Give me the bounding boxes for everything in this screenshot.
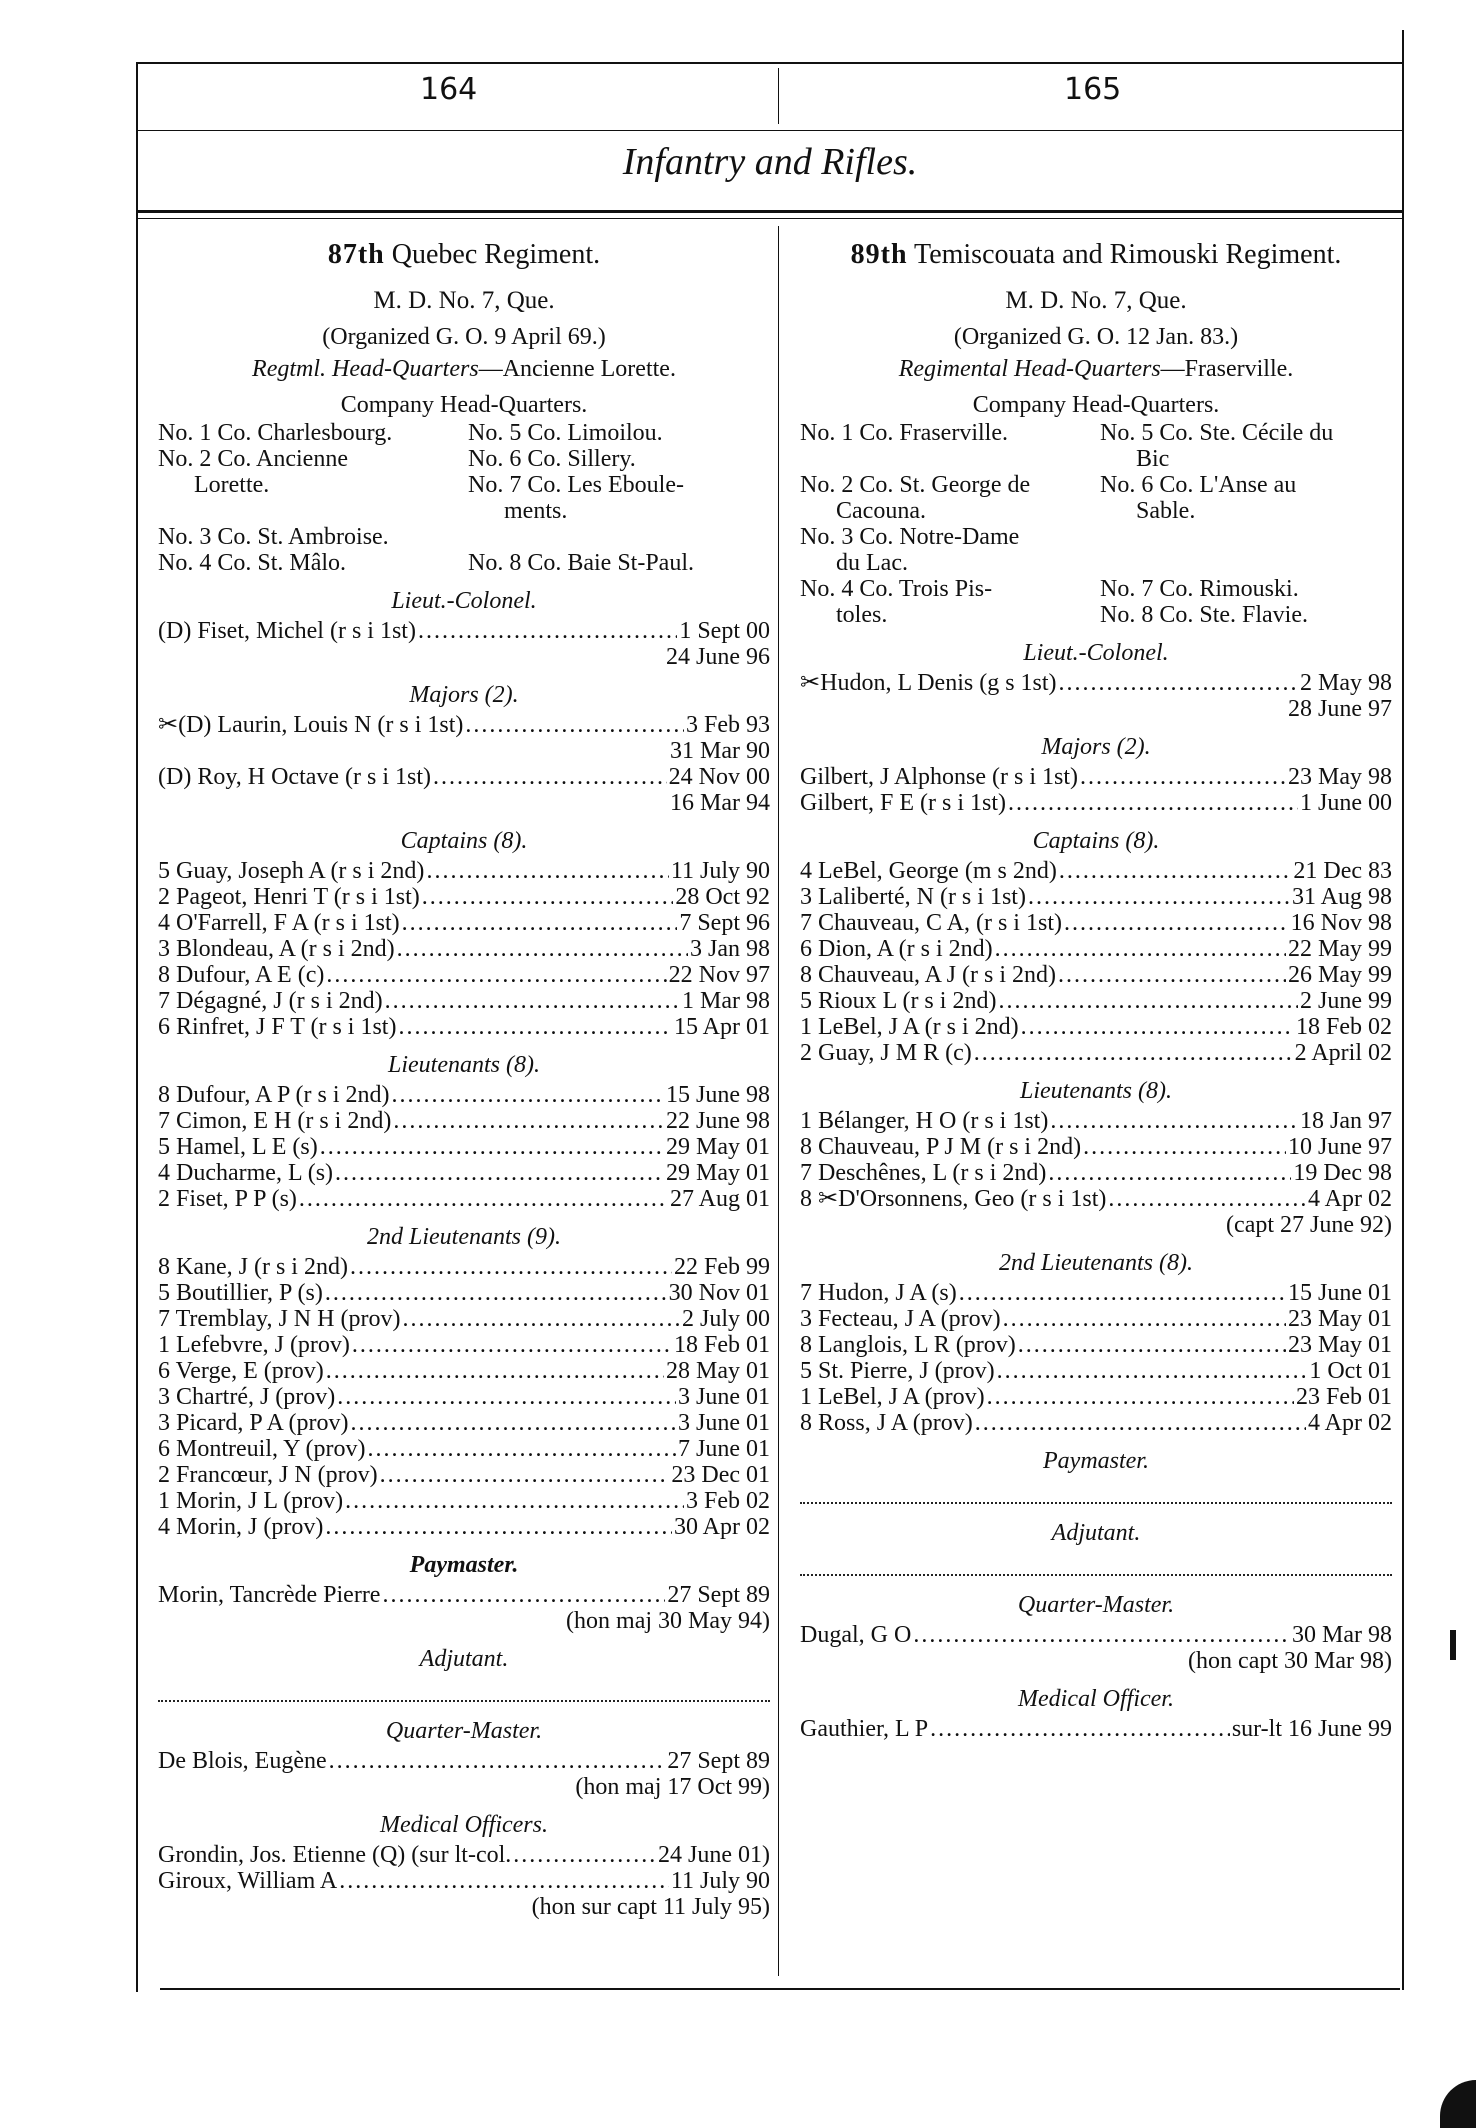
commission-date: 15 June 01 — [1288, 1280, 1392, 1306]
leader-dots — [465, 712, 684, 738]
headquarters-label: Regimental Head-Quarters — [898, 356, 1161, 382]
officer-name: Morin, Tancrède Pierre — [158, 1582, 381, 1608]
commission-date: 3 Feb 93 — [686, 712, 770, 738]
section-title: Lieutenants (8). — [388, 1052, 540, 1078]
roster-entry — [158, 1842, 770, 1868]
officer-name: Gauthier, L P — [800, 1716, 929, 1742]
officer-name: Gilbert, J Alphonse (r s i 1st) — [800, 764, 1078, 790]
officer-name: 7 Deschênes, L (r s i 2nd) — [800, 1160, 1047, 1186]
leader-dots — [1080, 764, 1286, 790]
blank-entry-line — [800, 1552, 1392, 1576]
officer-name: 1 LeBel, J A (prov) — [800, 1384, 985, 1410]
roster-entry — [800, 962, 1392, 988]
roster-entry — [800, 1280, 1392, 1306]
roster-entry — [800, 1716, 1392, 1742]
roster-entry — [800, 1332, 1392, 1358]
officer-name: 6 Rinfret, J F T (r s i 1st) — [158, 1014, 397, 1040]
commission-date: 18 Jan 97 — [1300, 1108, 1392, 1134]
leader-dots — [1048, 1160, 1291, 1186]
company-entry — [468, 524, 770, 550]
officer-name: 3 Picard, P A (prov) — [158, 1410, 349, 1436]
officer-name: 6 Montreuil, Y (prov) — [158, 1436, 366, 1462]
headquarters-value: —Fraserville. — [1160, 356, 1294, 382]
regiment-number: 87th — [327, 239, 385, 270]
roster-entry — [800, 1014, 1392, 1040]
commission-date: 2 July 00 — [681, 1306, 770, 1332]
commission-date: 4 Apr 02 — [1308, 1186, 1392, 1212]
section-title: Adjutant. — [1051, 1520, 1141, 1546]
commission-date: 2 April 02 — [1294, 1040, 1392, 1066]
commission-date: 2 May 98 — [1300, 670, 1392, 696]
leader-dots — [385, 988, 680, 1014]
commission-date: 22 May 99 — [1288, 936, 1392, 962]
roster-entry — [158, 1462, 770, 1488]
commission-date: 18 Feb 01 — [674, 1332, 770, 1358]
roster-entry — [158, 1582, 770, 1608]
leader-dots — [345, 1488, 684, 1514]
leader-dots — [325, 1514, 672, 1540]
officer-name: 8 Langlois, L R (prov) — [800, 1332, 1016, 1358]
military-district: M. D. No. 7, Que. — [1005, 287, 1187, 314]
organized-note: (Organized G. O. 12 Jan. 83.) — [953, 324, 1239, 350]
roster-entry — [158, 1160, 770, 1186]
commission-date: 29 May 01 — [666, 1160, 770, 1186]
commission-date: 7 June 01 — [678, 1436, 770, 1462]
roster-entry — [158, 1134, 770, 1160]
leader-dots — [368, 1436, 676, 1462]
section-title: Majors (2). — [409, 682, 519, 708]
commission-date: 1 Oct 01 — [1309, 1358, 1392, 1384]
roster-entry — [158, 764, 770, 790]
regiment-heading — [158, 240, 770, 270]
commission-date: 19 Dec 98 — [1293, 1160, 1392, 1186]
leader-dots — [326, 1358, 664, 1384]
leader-dots — [1018, 1332, 1286, 1358]
officer-name: 5 Hamel, L E (s) — [158, 1134, 318, 1160]
officer-name: De Blois, Eugène — [158, 1748, 327, 1774]
entry-note: 28 June 97 — [1288, 696, 1392, 722]
leader-dots — [397, 936, 688, 962]
leader-dots — [975, 1410, 1306, 1436]
frame-right-rule — [1402, 30, 1404, 1990]
organized-note: (Organized G. O. 9 April 69.) — [322, 324, 606, 350]
section-title: Majors (2). — [1041, 734, 1151, 760]
leader-dots — [1064, 910, 1289, 936]
commission-date: 3 Feb 02 — [686, 1488, 770, 1514]
company-list — [158, 420, 770, 576]
leader-dots — [995, 936, 1286, 962]
officer-name: 2 Fiset, P P (s) — [158, 1186, 297, 1212]
officer-name: 7 Chauveau, C A, (r s i 1st) — [800, 910, 1062, 936]
officer-name: 1 Bélanger, H O (r s i 1st) — [800, 1108, 1049, 1134]
officer-name: 1 Lefebvre, J (prov) — [158, 1332, 350, 1358]
blank-entry-line — [800, 1480, 1392, 1504]
commission-date: sur-lt 16 June 99 — [1231, 1716, 1392, 1742]
officer-name: 4 LeBel, George (m s 2nd) — [800, 858, 1057, 884]
officer-name: Giroux, William A — [158, 1868, 338, 1894]
commission-date: 23 Dec 01 — [671, 1462, 770, 1488]
roster-entry — [158, 1384, 770, 1410]
roster-entry — [800, 988, 1392, 1014]
leader-dots — [402, 910, 678, 936]
company-hq-heading: Company Head-Quarters. — [972, 392, 1220, 418]
roster-entry — [800, 1108, 1392, 1134]
company-hq-heading: Company Head-Quarters. — [340, 392, 588, 418]
leader-dots — [350, 1254, 672, 1280]
section-title: Quarter-Master. — [1017, 1592, 1175, 1618]
company-entry: No. 1 Co. Fraserville. — [800, 420, 1008, 446]
company-entry: No. 7 Co. Rimouski. No. 8 Co. Ste. Flavie. — [1100, 576, 1308, 628]
roster-entry — [158, 884, 770, 910]
leader-dots — [337, 1384, 676, 1410]
leader-dots — [339, 1868, 669, 1894]
commission-date: 23 Feb 01 — [1296, 1384, 1392, 1410]
officer-name: 7 Cimon, E H (r s i 2nd) — [158, 1108, 392, 1134]
regiment-heading — [800, 240, 1392, 270]
leader-dots — [326, 962, 666, 988]
commission-date: 3 June 01 — [678, 1384, 770, 1410]
section-title: Medical Officers. — [380, 1812, 548, 1838]
leader-dots — [1058, 962, 1286, 988]
roster-entry — [800, 1186, 1392, 1212]
officer-name: 5 Boutillier, P (s) — [158, 1280, 323, 1306]
leader-dots — [1028, 884, 1290, 910]
page-corner-shadow — [1440, 2080, 1476, 2128]
roster-entry — [158, 1014, 770, 1040]
commission-date: 29 May 01 — [666, 1134, 770, 1160]
commission-date: 27 Sept 89 — [667, 1582, 770, 1608]
commission-date: 30 Mar 98 — [1292, 1622, 1392, 1648]
roster-entry — [158, 1410, 770, 1436]
section-title: Paymaster. — [409, 1552, 519, 1578]
entry-note: 31 Mar 90 — [670, 738, 770, 764]
leader-dots — [350, 1410, 676, 1436]
commission-date: 28 Oct 92 — [675, 884, 770, 910]
right-column — [800, 240, 1392, 1742]
frame-bottom-rule — [160, 1988, 1400, 1990]
leader-dots — [391, 1082, 664, 1108]
roster-entry — [158, 1082, 770, 1108]
regiment-name: Temiscouata and Rimouski Regiment. — [914, 239, 1342, 270]
officer-name: 8 Chauveau, P J M (r s i 2nd) — [800, 1134, 1082, 1160]
roster-entry — [158, 1488, 770, 1514]
officer-name: 3 Laliberté, N (r s i 1st) — [800, 884, 1026, 910]
section-title: Paymaster. — [1043, 1448, 1149, 1474]
commission-date: 15 Apr 01 — [674, 1014, 770, 1040]
leader-dots — [335, 1160, 664, 1186]
military-district: M. D. No. 7, Que. — [373, 287, 555, 314]
leader-dots — [513, 1842, 656, 1868]
leader-dots — [393, 1108, 664, 1134]
margin-mark — [1450, 1630, 1456, 1660]
entry-note: (hon maj 17 Oct 99) — [575, 1774, 770, 1800]
roster-entry — [800, 1358, 1392, 1384]
commission-date: 28 May 01 — [666, 1358, 770, 1384]
company-entry: No. 4 Co. Trois Pis- toles. — [800, 576, 993, 628]
leader-dots — [1021, 1014, 1294, 1040]
company-entry: No. 2 Co. Ancienne Lorette. — [158, 446, 348, 498]
roster-entry — [800, 764, 1392, 790]
frame-left-rule — [136, 62, 138, 1992]
page-number-right: 165 — [1064, 72, 1122, 107]
commission-date: 22 Nov 97 — [668, 962, 770, 988]
commission-date: 3 June 01 — [678, 1410, 770, 1436]
roster-entry — [158, 618, 770, 644]
roster-entry — [800, 858, 1392, 884]
officer-name: 7 Hudon, J A (s) — [800, 1280, 957, 1306]
commission-date: 23 May 01 — [1288, 1332, 1392, 1358]
title-rule-thick — [138, 210, 1402, 213]
commission-date: 1 Sept 00 — [679, 618, 770, 644]
roster-entry — [158, 1332, 770, 1358]
commission-date: 21 Dec 83 — [1293, 858, 1392, 884]
officer-name: ✂(D) Laurin, Louis N (r s i 1st) — [158, 712, 464, 738]
leader-dots — [1059, 858, 1292, 884]
header-rule — [138, 130, 1402, 131]
entry-note: (capt 27 June 92) — [1226, 1212, 1392, 1238]
leader-dots — [398, 1014, 672, 1040]
leader-dots — [1050, 1108, 1298, 1134]
leader-dots — [974, 1040, 1293, 1066]
commission-date: 30 Apr 02 — [674, 1514, 770, 1540]
officer-name: 1 Morin, J L (prov) — [158, 1488, 344, 1514]
header-divider — [778, 68, 779, 124]
entry-note: 16 Mar 94 — [670, 790, 770, 816]
roster-entry — [800, 1040, 1392, 1066]
leader-dots — [422, 884, 674, 910]
officer-name: 2 Francœur, J N (prov) — [158, 1462, 378, 1488]
roster-entry — [158, 910, 770, 936]
leader-dots — [352, 1332, 672, 1358]
officer-name: 8 Ross, J A (prov) — [800, 1410, 973, 1436]
leader-dots — [329, 1748, 666, 1774]
officer-name: 6 Verge, E (prov) — [158, 1358, 324, 1384]
officer-name: 6 Dion, A (r s i 2nd) — [800, 936, 993, 962]
commission-date: 23 May 01 — [1288, 1306, 1392, 1332]
roster-entry — [158, 858, 770, 884]
commission-date: 10 June 97 — [1288, 1134, 1392, 1160]
commission-date: 23 May 98 — [1288, 764, 1392, 790]
page-number-left: 164 — [420, 72, 478, 107]
officer-name: 1 LeBel, J A (r s i 2nd) — [800, 1014, 1019, 1040]
roster-entry — [800, 1384, 1392, 1410]
leader-dots — [930, 1716, 1230, 1742]
officer-name: Dugal, G O — [800, 1622, 912, 1648]
roster-entry — [158, 1748, 770, 1774]
roster-entry — [158, 1868, 770, 1894]
leader-dots — [418, 618, 677, 644]
commission-date: 22 June 98 — [666, 1108, 770, 1134]
commission-date: 4 Apr 02 — [1308, 1410, 1392, 1436]
roster-entry — [800, 1134, 1392, 1160]
officer-name: 5 Rioux L (r s i 2nd) — [800, 988, 997, 1014]
section-title: Captains (8). — [400, 828, 528, 854]
section-title: Quarter-Master. — [385, 1718, 543, 1744]
company-entry: No. 3 Co. St. Ambroise. — [158, 524, 389, 550]
company-entry: No. 2 Co. St. George de Cacouna. — [800, 472, 1031, 524]
leader-dots — [1059, 670, 1298, 696]
commission-date: 24 June 01) — [658, 1842, 770, 1868]
entry-note: (hon sur capt 11 July 95) — [531, 1894, 770, 1920]
leader-dots — [426, 858, 668, 884]
commission-date: 22 Feb 99 — [674, 1254, 770, 1280]
commission-date: 11 July 90 — [670, 1868, 770, 1894]
section-title: 2nd Lieutenants (8). — [999, 1250, 1193, 1276]
officer-name: 7 Dégagné, J (r s i 2nd) — [158, 988, 383, 1014]
section-title: Lieut.-Colonel. — [391, 588, 537, 614]
commission-date: 18 Feb 02 — [1296, 1014, 1392, 1040]
roster-entry — [158, 988, 770, 1014]
roster-entry — [800, 790, 1392, 816]
commission-date: 27 Sept 89 — [667, 1748, 770, 1774]
commission-date: 24 Nov 00 — [668, 764, 770, 790]
regiment-number: 89th — [850, 239, 908, 270]
roster-entry — [800, 936, 1392, 962]
officer-name: ✂Hudon, L Denis (g s 1st) — [800, 670, 1057, 696]
officer-name: 5 St. Pierre, J (prov) — [800, 1358, 995, 1384]
officer-name: 8 Dufour, A E (c) — [158, 962, 325, 988]
commission-date: 16 Nov 98 — [1290, 910, 1392, 936]
section-title: Adjutant. — [419, 1646, 509, 1672]
officer-name: 8 Dufour, A P (r s i 2nd) — [158, 1082, 390, 1108]
leader-dots — [325, 1280, 667, 1306]
officer-name: (D) Fiset, Michel (r s i 1st) — [158, 618, 416, 644]
section-title: Lieutenants (8). — [1020, 1078, 1172, 1104]
headquarters-label: Regtml. Head-Quarters — [252, 356, 479, 382]
blank-entry-line — [158, 1678, 770, 1702]
roster-entry — [800, 1160, 1392, 1186]
roster-entry — [158, 1514, 770, 1540]
company-entry: No. 3 Co. Notre-Dame du Lac. — [800, 524, 1020, 576]
roster-entry — [158, 962, 770, 988]
section-title: Medical Officer. — [1018, 1686, 1174, 1712]
leader-dots — [433, 764, 667, 790]
roster-entry — [158, 1108, 770, 1134]
leader-dots — [299, 1186, 668, 1212]
officer-name: 4 Ducharme, L (s) — [158, 1160, 334, 1186]
commission-date: 11 July 90 — [670, 858, 770, 884]
commission-date: 7 Sept 96 — [679, 910, 770, 936]
company-entry: No. 5 Co. Ste. Cécile du Bic — [1100, 420, 1334, 472]
roster-entry — [158, 1306, 770, 1332]
roster-entry — [158, 1254, 770, 1280]
commission-date: 3 Jan 98 — [690, 936, 770, 962]
company-list — [800, 420, 1392, 628]
commission-date: 26 May 99 — [1288, 962, 1392, 988]
company-entry: No. 6 Co. Sillery. No. 7 Co. Les Eboule- ments. — [468, 446, 684, 524]
officer-name: 8 Chauveau, A J (r s i 2nd) — [800, 962, 1056, 988]
page-title: Infantry and Rifles. — [622, 141, 918, 183]
frame-top-rule — [136, 62, 1404, 64]
company-entry: No. 6 Co. L'Anse au Sable. — [1100, 472, 1297, 524]
officer-name: 2 Pageot, Henri T (r s i 1st) — [158, 884, 420, 910]
officer-name: 4 Morin, J (prov) — [158, 1514, 324, 1540]
officer-name: 3 Chartré, J (prov) — [158, 1384, 336, 1410]
roster-entry — [158, 1280, 770, 1306]
commission-date: 15 June 98 — [666, 1082, 770, 1108]
officer-name: 7 Tremblay, J N H (prov) — [158, 1306, 401, 1332]
leader-dots — [1008, 790, 1298, 816]
commission-date: 2 June 99 — [1300, 988, 1392, 1014]
officer-name: (D) Roy, H Octave (r s i 1st) — [158, 764, 432, 790]
headquarters-line — [800, 356, 1392, 382]
company-entry: No. 5 Co. Limoilou. — [468, 420, 663, 446]
commission-date: 31 Aug 98 — [1291, 884, 1392, 910]
section-title: Captains (8). — [1032, 828, 1160, 854]
officer-name: 8 ✂D'Orsonnens, Geo (r s i 1st) — [800, 1186, 1107, 1212]
section-title: 2nd Lieutenants (9). — [367, 1224, 561, 1250]
headquarters-value: —Ancienne Lorette. — [478, 356, 676, 382]
commission-date: 30 Nov 01 — [668, 1280, 770, 1306]
officer-name: 4 O'Farrell, F A (r s i 1st) — [158, 910, 400, 936]
commission-date: 27 Aug 01 — [669, 1186, 770, 1212]
roster-entry — [800, 910, 1392, 936]
roster-entry — [800, 1306, 1392, 1332]
commission-date: 1 June 00 — [1300, 790, 1392, 816]
roster-entry — [158, 1186, 770, 1212]
leader-dots — [1108, 1186, 1306, 1212]
leader-dots — [402, 1306, 680, 1332]
company-entry — [1100, 524, 1392, 576]
regiment-name: Quebec Regiment. — [391, 239, 601, 270]
roster-entry — [158, 1358, 770, 1384]
officer-name: 5 Guay, Joseph A (r s i 2nd) — [158, 858, 425, 884]
leader-dots — [1083, 1134, 1286, 1160]
leader-dots — [382, 1582, 665, 1608]
leader-dots — [998, 988, 1298, 1014]
section-title: Lieut.-Colonel. — [1023, 640, 1169, 666]
roster-entry — [158, 936, 770, 962]
company-entry: No. 1 Co. Charlesbourg. — [158, 420, 393, 446]
column-divider — [778, 226, 779, 1976]
roster-entry — [800, 1410, 1392, 1436]
officer-name: 2 Guay, J M R (c) — [800, 1040, 972, 1066]
officer-name: 8 Kane, J (r s i 2nd) — [158, 1254, 348, 1280]
company-entry: No. 4 Co. St. Mâlo. — [158, 550, 347, 576]
left-column — [158, 240, 770, 1920]
roster-entry — [158, 1436, 770, 1462]
entry-note: 24 June 96 — [666, 644, 770, 670]
officer-name: 3 Blondeau, A (r s i 2nd) — [158, 936, 395, 962]
officer-name: Gilbert, F E (r s i 1st) — [800, 790, 1006, 816]
officer-name: Grondin, Jos. Etienne (Q) (sur lt-col. — [158, 1842, 512, 1868]
roster-entry — [158, 712, 770, 738]
roster-entry — [800, 1622, 1392, 1648]
company-entry: No. 8 Co. Baie St-Paul. — [468, 550, 694, 576]
commission-date: 1 Mar 98 — [682, 988, 770, 1014]
leader-dots — [987, 1384, 1294, 1410]
entry-note: (hon maj 30 May 94) — [566, 1608, 770, 1634]
entry-note: (hon capt 30 Mar 98) — [1188, 1648, 1392, 1674]
title-rule-thin — [138, 218, 1402, 219]
roster-entry — [800, 884, 1392, 910]
leader-dots — [320, 1134, 664, 1160]
leader-dots — [380, 1462, 670, 1488]
leader-dots — [959, 1280, 1286, 1306]
leader-dots — [913, 1622, 1290, 1648]
officer-name: 3 Fecteau, J A (prov) — [800, 1306, 1001, 1332]
headquarters-line — [158, 356, 770, 382]
leader-dots — [997, 1358, 1308, 1384]
leader-dots — [1003, 1306, 1286, 1332]
roster-entry — [800, 670, 1392, 696]
